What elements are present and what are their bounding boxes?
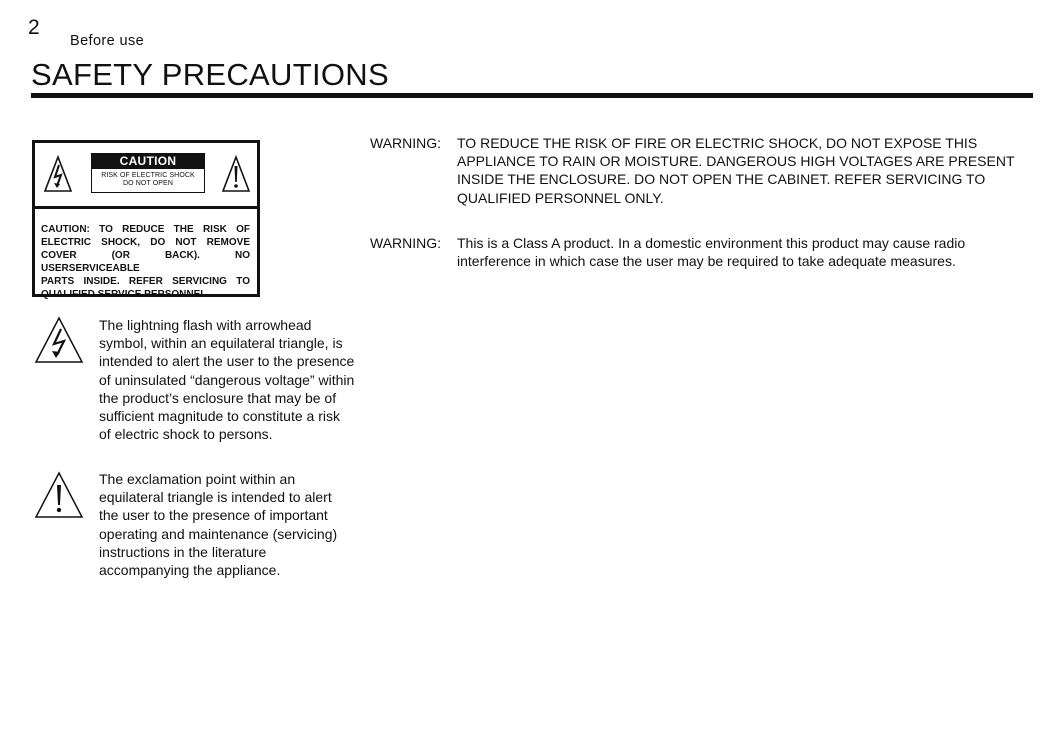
caution-small-line-1: RISK OF ELECTRIC SHOCK — [101, 172, 195, 179]
caution-banner: CAUTION — [92, 154, 204, 169]
warning-label: WARNING: — [370, 135, 442, 151]
warning-block — [370, 234, 1035, 270]
caution-label-box — [32, 140, 260, 301]
lightning-triangle-icon — [34, 316, 84, 364]
warning-text: This is a Class A product. In a domestic environment this product may cause radio interference in which case the user may be required to take adequate measures. — [457, 235, 966, 270]
title-rule — [31, 93, 1033, 98]
page-title: SAFETY PRECAUTIONS — [31, 57, 389, 92]
exclamation-symbol-description: The exclamation point within an equilateral triangle is intended to alert the user to the presence of important operating and maintenance (servicing) instructions in the literature accompanying the appliance. — [99, 471, 338, 579]
caution-body-line: QUALIFIED SERVICE PERSONNEL. — [41, 289, 210, 301]
lightning-triangle-icon — [43, 155, 73, 193]
caution-label-header — [35, 143, 257, 209]
caution-small-line-2: DO NOT OPEN — [123, 180, 173, 187]
exclamation-triangle-icon — [222, 155, 250, 193]
warning-label: WARNING: — [370, 235, 442, 251]
caution-body-text — [41, 223, 250, 302]
caution-body-line: COVER (OR BACK). NO USERSERVICEABLE — [41, 250, 250, 275]
caution-inner-label — [91, 153, 205, 193]
lightning-symbol-description: The lightning flash with arrowhead symbol, within an equilateral triangle, is intended to alert the user to the presence of uninsulated “dangerous voltage” within the product’s enclosure that may be of sufficient magnitude to constitute a risk of electric shock to persons. — [99, 317, 355, 443]
warning-block — [370, 134, 1035, 207]
caution-body-line: PARTS INSIDE. REFER SERVICING TO — [41, 276, 250, 288]
page-number: 2 — [28, 16, 40, 39]
caution-body-line: CAUTION: TO REDUCE THE RISK OF — [41, 224, 250, 235]
warning-text: TO REDUCE THE RISK OF FIRE OR ELECTRIC SHOCK, DO NOT EXPOSE THIS APPLIANCE TO RAIN OR MOISTURE. DANGEROUS HIGH VOLTAGES ARE PRESENT INSIDE THE ENCLOSURE. DO NOT OPEN THE CABINET. REFER SERVICING TO QUALIFIED PERSONNEL ONLY. — [457, 135, 1015, 206]
section-label: Before use — [70, 33, 145, 49]
exclamation-triangle-icon — [34, 471, 84, 519]
caution-body-line: ELECTRIC SHOCK, DO NOT REMOVE — [41, 237, 250, 249]
